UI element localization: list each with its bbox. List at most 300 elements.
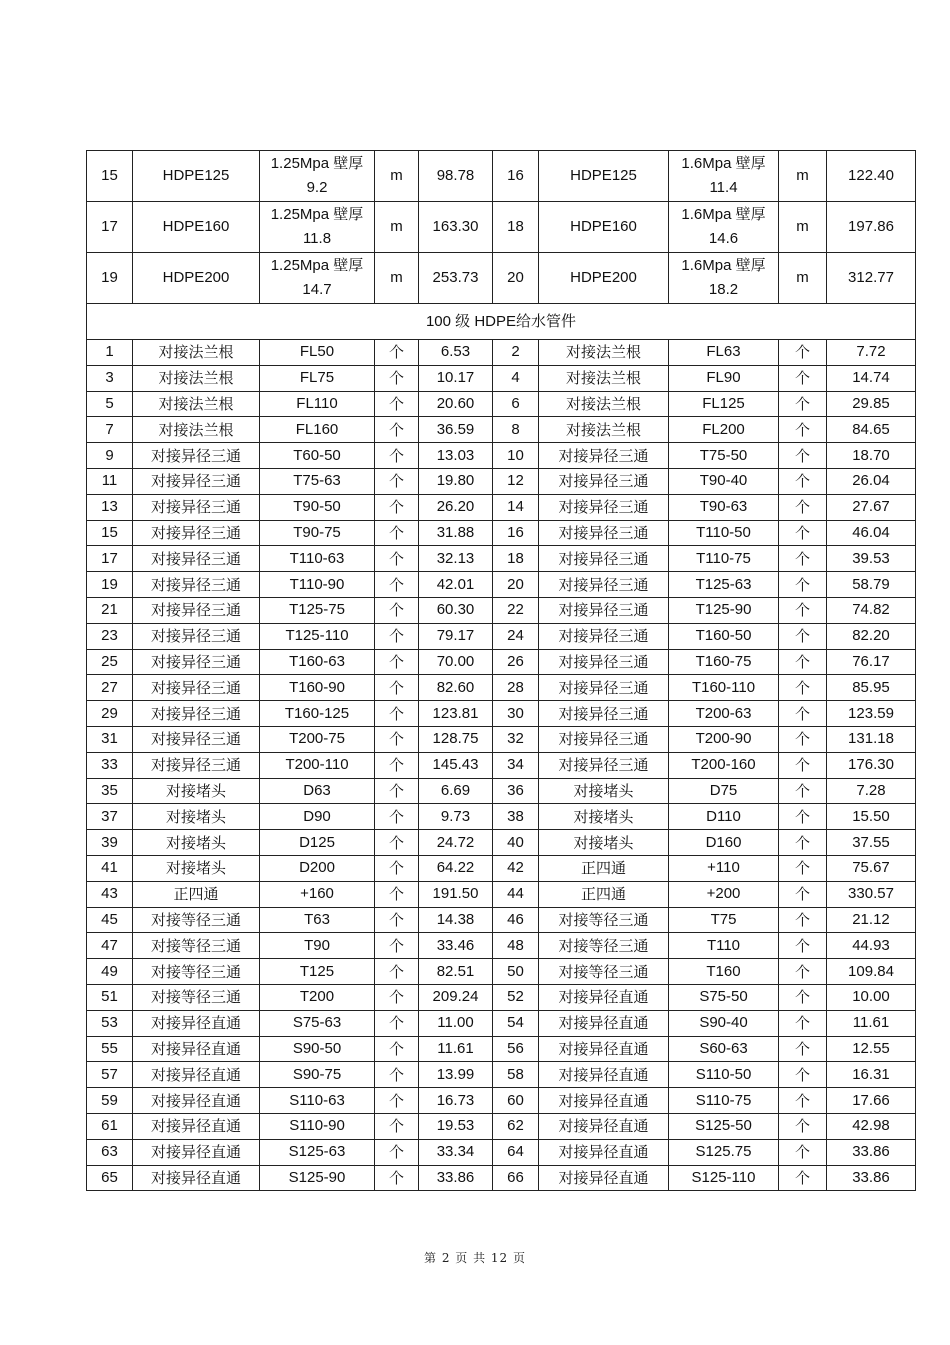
item-number: 53 [87,1010,133,1036]
item-number: 30 [493,701,539,727]
item-unit: 个 [375,468,419,494]
item-name: 对接等径三通 [133,907,260,933]
item-price: 32.13 [419,546,493,572]
item-number: 1 [87,340,133,366]
item-price: 9.73 [419,804,493,830]
item-name: 对接法兰根 [133,365,260,391]
item-number: 54 [493,1010,539,1036]
item-name: 对接异径三通 [133,726,260,752]
item-price: 10.17 [419,365,493,391]
item-number: 58 [493,1062,539,1088]
table-row [87,752,916,778]
table-row [87,804,916,830]
item-name: 对接异径三通 [133,494,260,520]
item-unit: 个 [375,572,419,598]
item-name: 对接异径三通 [539,520,669,546]
page-footer: 第 2 页 共 12 页 [424,1251,526,1265]
item-price: 253.73 [419,253,493,304]
item-name: 对接异径三通 [133,520,260,546]
item-name: 对接堵头 [539,778,669,804]
item-name: 对接异径三通 [133,468,260,494]
item-number: 43 [87,881,133,907]
item-unit: m [375,151,419,202]
item-price: 11.00 [419,1010,493,1036]
item-spec: D63 [260,778,375,804]
item-price: 17.66 [827,1088,916,1114]
item-price: 11.61 [827,1010,916,1036]
item-price: 58.79 [827,572,916,598]
item-name: 对接异径三通 [539,494,669,520]
item-unit: 个 [375,623,419,649]
item-unit: 个 [779,1139,827,1165]
item-name: 正四通 [539,855,669,881]
item-number: 50 [493,959,539,985]
item-price: 79.17 [419,623,493,649]
item-unit: 个 [779,907,827,933]
item-spec: FL200 [669,417,779,443]
item-price: 176.30 [827,752,916,778]
item-number: 21 [87,597,133,623]
table-row [87,778,916,804]
item-unit: 个 [375,726,419,752]
item-name: 对接异径三通 [539,468,669,494]
item-unit: 个 [779,520,827,546]
item-number: 33 [87,752,133,778]
item-unit: 个 [375,907,419,933]
item-unit: 个 [375,804,419,830]
item-price: 26.04 [827,468,916,494]
item-unit: 个 [779,881,827,907]
item-spec: T160-90 [260,675,375,701]
item-name: 对接堵头 [133,830,260,856]
item-name: 对接堵头 [539,804,669,830]
item-name: 对接异径三通 [539,752,669,778]
item-name: 对接堵头 [133,855,260,881]
item-unit: 个 [779,1113,827,1139]
item-spec: T60-50 [260,443,375,469]
table-row [87,494,916,520]
item-name: 对接异径三通 [133,675,260,701]
item-spec: T160-110 [669,675,779,701]
item-unit: 个 [779,984,827,1010]
item-name: 正四通 [539,881,669,907]
item-number: 15 [87,151,133,202]
item-number: 12 [493,468,539,494]
item-unit: 个 [779,572,827,598]
item-spec: T125-110 [260,623,375,649]
item-unit: 个 [779,804,827,830]
item-unit: 个 [375,984,419,1010]
item-number: 20 [493,572,539,598]
item-name: 对接异径三通 [539,546,669,572]
item-name: 对接异径直通 [539,1062,669,1088]
item-spec: FL50 [260,340,375,366]
item-unit: 个 [779,726,827,752]
item-unit: 个 [779,417,827,443]
item-number: 5 [87,391,133,417]
item-unit: 个 [779,1088,827,1114]
item-number: 11 [87,468,133,494]
item-number: 63 [87,1139,133,1165]
item-spec: T125 [260,959,375,985]
item-unit: m [375,202,419,253]
item-price: 6.69 [419,778,493,804]
item-spec: S125-110 [669,1165,779,1191]
item-price: 46.04 [827,520,916,546]
item-spec: S110-90 [260,1113,375,1139]
item-spec: D75 [669,778,779,804]
item-number: 40 [493,830,539,856]
item-number: 31 [87,726,133,752]
item-price: 191.50 [419,881,493,907]
table-row [87,253,916,304]
price-table-body [87,151,916,1191]
item-spec: T125-75 [260,597,375,623]
item-number: 48 [493,933,539,959]
table-row [87,1036,916,1062]
item-price: 131.18 [827,726,916,752]
item-price: 36.59 [419,417,493,443]
item-price: 26.20 [419,494,493,520]
table-row [87,443,916,469]
item-price: 209.24 [419,984,493,1010]
item-name: HDPE125 [539,151,669,202]
item-number: 27 [87,675,133,701]
item-number: 45 [87,907,133,933]
item-number: 29 [87,701,133,727]
item-spec: T75-63 [260,468,375,494]
item-number: 42 [493,855,539,881]
item-name: 对接堵头 [133,804,260,830]
item-spec: S90-75 [260,1062,375,1088]
item-unit: 个 [779,1165,827,1191]
item-unit: 个 [375,417,419,443]
price-table [86,150,916,1191]
item-number: 18 [493,202,539,253]
item-price: 33.86 [419,1165,493,1191]
item-name: HDPE200 [539,253,669,304]
item-number: 32 [493,726,539,752]
item-spec: T90-50 [260,494,375,520]
item-name: 对接异径三通 [133,546,260,572]
item-spec: D110 [669,804,779,830]
item-unit: 个 [779,443,827,469]
item-number: 8 [493,417,539,443]
item-price: 42.01 [419,572,493,598]
item-unit: 个 [375,752,419,778]
item-spec: T200-160 [669,752,779,778]
item-number: 16 [493,151,539,202]
item-spec: T160-125 [260,701,375,727]
table-row [87,1113,916,1139]
item-price: 31.88 [419,520,493,546]
item-price: 14.74 [827,365,916,391]
item-price: 44.93 [827,933,916,959]
table-row [87,675,916,701]
item-spec: T90-63 [669,494,779,520]
item-price: 39.53 [827,546,916,572]
item-unit: 个 [375,1010,419,1036]
item-spec: T125-90 [669,597,779,623]
item-spec: T110-75 [669,546,779,572]
item-spec: T160 [669,959,779,985]
item-number: 44 [493,881,539,907]
item-name: 对接异径直通 [133,1088,260,1114]
item-number: 4 [493,365,539,391]
item-price: 14.38 [419,907,493,933]
item-number: 47 [87,933,133,959]
item-unit: 个 [375,1062,419,1088]
item-spec: T90-40 [669,468,779,494]
item-unit: 个 [375,830,419,856]
item-spec: S125.75 [669,1139,779,1165]
item-number: 51 [87,984,133,1010]
item-spec: T75 [669,907,779,933]
item-number: 22 [493,597,539,623]
item-name: 对接异径三通 [539,726,669,752]
item-spec: FL110 [260,391,375,417]
item-unit: 个 [375,597,419,623]
item-name: 对接异径直通 [539,984,669,1010]
item-spec: FL125 [669,391,779,417]
item-name: 对接异径三通 [539,649,669,675]
item-name: 对接异径直通 [539,1165,669,1191]
item-spec: D160 [669,830,779,856]
item-unit: 个 [375,1165,419,1191]
table-row [87,1088,916,1114]
item-number: 15 [87,520,133,546]
item-number: 41 [87,855,133,881]
item-price: 197.86 [827,202,916,253]
item-price: 84.65 [827,417,916,443]
item-name: 对接异径三通 [539,701,669,727]
item-name: 正四通 [133,881,260,907]
item-number: 66 [493,1165,539,1191]
item-number: 26 [493,649,539,675]
item-number: 38 [493,804,539,830]
item-price: 37.55 [827,830,916,856]
item-number: 10 [493,443,539,469]
item-spec: +160 [260,881,375,907]
item-unit: 个 [779,701,827,727]
item-spec: 1.25Mpa 壁厚 11.8 [260,202,375,253]
item-price: 312.77 [827,253,916,304]
item-unit: 个 [375,778,419,804]
item-spec: FL90 [669,365,779,391]
item-unit: 个 [779,365,827,391]
item-number: 17 [87,202,133,253]
item-number: 7 [87,417,133,443]
item-name: 对接等径三通 [133,959,260,985]
table-row [87,1139,916,1165]
item-unit: 个 [375,494,419,520]
item-name: 对接等径三通 [133,984,260,1010]
item-unit: m [779,253,827,304]
item-number: 52 [493,984,539,1010]
item-unit: 个 [375,546,419,572]
item-unit: 个 [779,778,827,804]
item-price: 145.43 [419,752,493,778]
section-title: 100 级 HDPE给水管件 [87,304,916,340]
item-price: 33.34 [419,1139,493,1165]
item-number: 2 [493,340,539,366]
table-row [87,933,916,959]
table-row [87,907,916,933]
item-unit: 个 [375,443,419,469]
item-spec: S125-90 [260,1165,375,1191]
item-spec: T63 [260,907,375,933]
item-unit: 个 [779,830,827,856]
item-spec: T75-50 [669,443,779,469]
item-unit: 个 [375,701,419,727]
item-number: 62 [493,1113,539,1139]
item-number: 49 [87,959,133,985]
item-name: 对接法兰根 [539,391,669,417]
item-name: 对接法兰根 [539,417,669,443]
item-unit: 个 [375,933,419,959]
item-number: 17 [87,546,133,572]
item-spec: T90-75 [260,520,375,546]
item-price: 42.98 [827,1113,916,1139]
item-price: 27.67 [827,494,916,520]
item-unit: 个 [375,1088,419,1114]
item-number: 36 [493,778,539,804]
item-number: 59 [87,1088,133,1114]
item-name: 对接异径直通 [539,1036,669,1062]
item-spec: S90-50 [260,1036,375,1062]
item-unit: 个 [779,675,827,701]
table-row [87,830,916,856]
item-name: HDPE160 [133,202,260,253]
item-spec: S75-50 [669,984,779,1010]
item-unit: 个 [375,1113,419,1139]
item-spec: S110-75 [669,1088,779,1114]
item-price: 33.86 [827,1165,916,1191]
item-number: 6 [493,391,539,417]
item-price: 82.20 [827,623,916,649]
item-spec: T110-50 [669,520,779,546]
item-number: 18 [493,546,539,572]
item-number: 39 [87,830,133,856]
item-number: 9 [87,443,133,469]
item-name: 对接异径直通 [133,1036,260,1062]
item-unit: 个 [779,933,827,959]
item-unit: 个 [779,959,827,985]
item-spec: T110-63 [260,546,375,572]
item-name: 对接法兰根 [133,340,260,366]
item-name: 对接异径三通 [539,572,669,598]
item-price: 74.82 [827,597,916,623]
item-price: 122.40 [827,151,916,202]
item-price: 82.60 [419,675,493,701]
item-name: 对接法兰根 [133,417,260,443]
item-unit: 个 [779,623,827,649]
table-row [87,597,916,623]
item-unit: 个 [375,365,419,391]
item-name: 对接异径三通 [539,623,669,649]
item-price: 75.67 [827,855,916,881]
table-row [87,202,916,253]
table-row [87,365,916,391]
item-name: HDPE125 [133,151,260,202]
item-name: 对接堵头 [133,778,260,804]
item-spec: S110-50 [669,1062,779,1088]
item-name: 对接异径直通 [133,1010,260,1036]
table-row [87,649,916,675]
item-number: 3 [87,365,133,391]
item-price: 24.72 [419,830,493,856]
item-number: 28 [493,675,539,701]
item-number: 60 [493,1088,539,1114]
item-name: 对接异径直通 [539,1139,669,1165]
item-unit: 个 [375,340,419,366]
item-price: 7.72 [827,340,916,366]
item-unit: 个 [779,1062,827,1088]
item-price: 13.99 [419,1062,493,1088]
item-spec: D90 [260,804,375,830]
item-unit: 个 [779,855,827,881]
item-spec: T160-50 [669,623,779,649]
item-spec: T90 [260,933,375,959]
item-spec: T200-110 [260,752,375,778]
item-number: 55 [87,1036,133,1062]
table-row [87,623,916,649]
item-unit: 个 [779,391,827,417]
item-price: 123.81 [419,701,493,727]
item-spec: 1.6Mpa 壁厚 11.4 [669,151,779,202]
item-price: 20.60 [419,391,493,417]
item-number: 14 [493,494,539,520]
item-unit: m [779,151,827,202]
item-number: 37 [87,804,133,830]
item-number: 19 [87,572,133,598]
item-price: 123.59 [827,701,916,727]
item-spec: S125-63 [260,1139,375,1165]
item-unit: 个 [375,391,419,417]
table-row [87,1062,916,1088]
item-name: 对接异径直通 [539,1088,669,1114]
item-number: 20 [493,253,539,304]
table-row [87,546,916,572]
item-spec: T125-63 [669,572,779,598]
item-spec: S125-50 [669,1113,779,1139]
item-price: 163.30 [419,202,493,253]
item-price: 330.57 [827,881,916,907]
item-price: 15.50 [827,804,916,830]
item-price: 10.00 [827,984,916,1010]
item-number: 34 [493,752,539,778]
item-name: 对接法兰根 [539,340,669,366]
item-price: 64.22 [419,855,493,881]
table-row [87,701,916,727]
item-price: 60.30 [419,597,493,623]
item-spec: D125 [260,830,375,856]
item-price: 70.00 [419,649,493,675]
item-name: 对接法兰根 [539,365,669,391]
item-unit: 个 [779,494,827,520]
item-spec: T110-90 [260,572,375,598]
item-name: 对接异径三通 [539,443,669,469]
item-unit: 个 [779,649,827,675]
item-number: 24 [493,623,539,649]
item-spec: D200 [260,855,375,881]
item-price: 18.70 [827,443,916,469]
item-number: 57 [87,1062,133,1088]
item-spec: T160-75 [669,649,779,675]
item-unit: 个 [779,546,827,572]
item-unit: 个 [375,520,419,546]
item-name: 对接异径三通 [133,623,260,649]
